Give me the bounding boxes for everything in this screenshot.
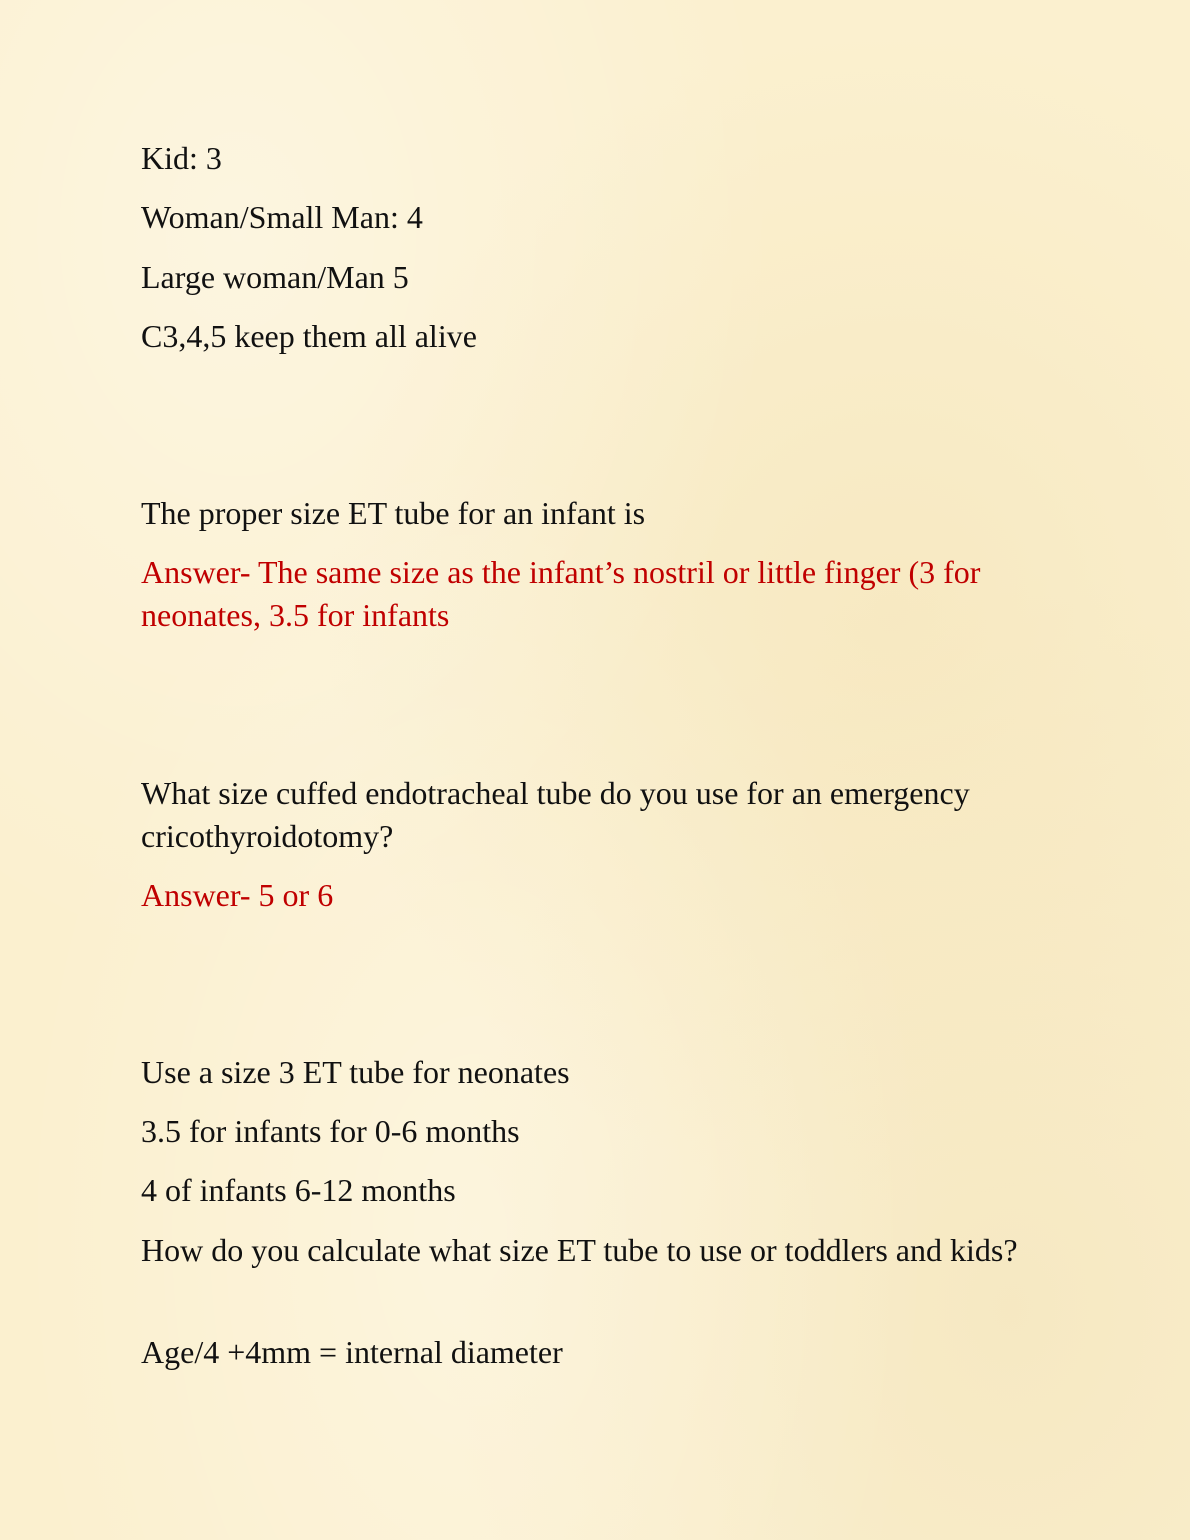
infant-0-6-months-line: 3.5 for infants for 0-6 months — [141, 1113, 520, 1149]
answer-infant-tube-size: Answer- The same size as the infant’s nostril or little finger (3 for neonates, 3.5 for infants — [141, 554, 981, 633]
tube-size-formula-line: Age/4 +4mm = internal diameter — [141, 1334, 563, 1370]
neonate-tube-size-line: Use a size 3 ET tube for neonates — [141, 1054, 570, 1090]
woman-small-man-size-line: Woman/Small Man: 4 — [141, 199, 423, 235]
kid-size-line: Kid: 3 — [141, 140, 222, 176]
mnemonic-line: C3,4,5 keep them all alive — [141, 318, 477, 354]
question-toddler-tube-size: How do you calculate what size ET tube to use or toddlers and kids? — [141, 1232, 1018, 1268]
answer-cricothyroidotomy-tube-size: Answer- 5 or 6 — [141, 877, 334, 913]
infant-6-12-months-line: 4 of infants 6-12 months — [141, 1172, 456, 1208]
large-woman-man-size-line: Large woman/Man 5 — [141, 259, 409, 295]
question-infant-tube-size: The proper size ET tube for an infant is — [141, 495, 646, 531]
question-cricothyroidotomy-tube-size: What size cuffed endotracheal tube do you use for an emergency cricothyroidotomy? — [141, 775, 970, 854]
